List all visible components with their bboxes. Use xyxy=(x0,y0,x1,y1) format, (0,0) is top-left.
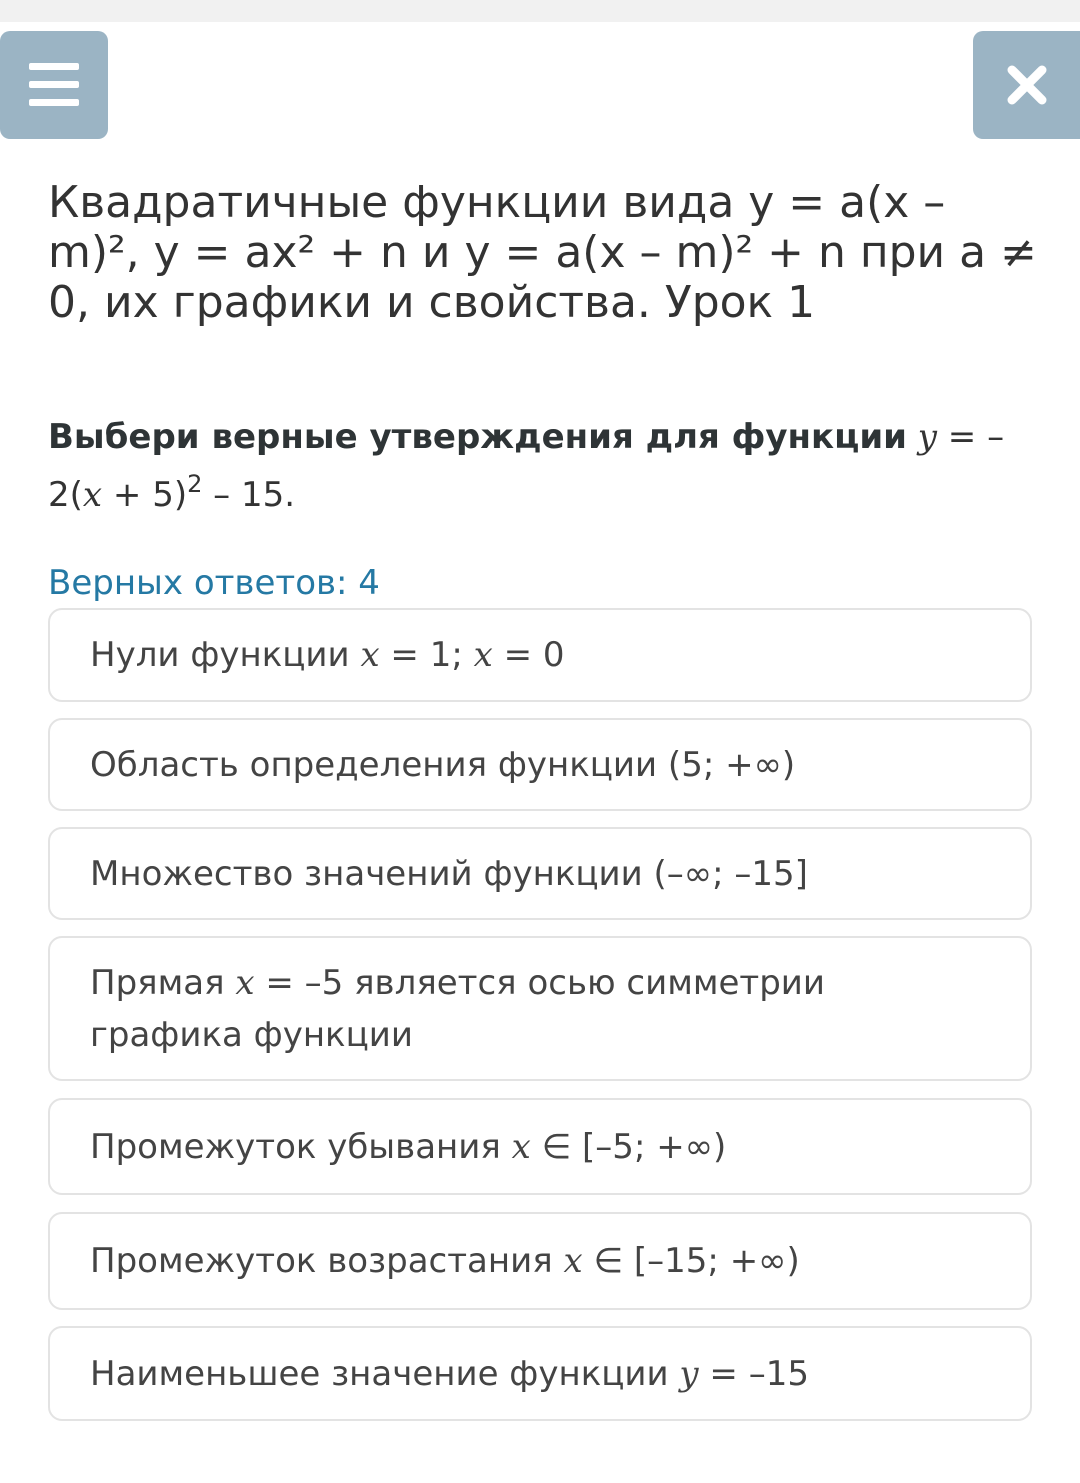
option-text: Нули функции xyxy=(90,635,361,675)
option-var: x xyxy=(511,1126,531,1167)
answer-option[interactable] xyxy=(48,608,1032,702)
question-lead: Выбери верные утверждения для функции xyxy=(48,417,907,457)
option-var: x xyxy=(473,635,493,675)
option-text: Промежуток возрастания xyxy=(90,1241,564,1281)
top-strip xyxy=(0,0,1080,22)
option-var: x xyxy=(360,635,380,675)
answer-option-text xyxy=(90,739,795,791)
option-text: Прямая xyxy=(90,962,236,1003)
answer-option[interactable] xyxy=(48,1326,1032,1421)
answer-option[interactable] xyxy=(48,827,1032,920)
option-var: y xyxy=(679,1353,699,1394)
option-text: Промежуток убывания xyxy=(90,1126,512,1167)
option-text: = 0 xyxy=(492,635,565,675)
correct-answers-count: Верных ответов: 4 xyxy=(48,563,380,603)
option-text: ∈ [–15; +∞) xyxy=(582,1241,800,1281)
option-var: x xyxy=(235,962,255,1003)
option-text: Область определения функции (5; +∞) xyxy=(90,744,796,785)
option-text: = –15 xyxy=(698,1353,809,1394)
option-var: x xyxy=(563,1241,583,1281)
option-text: = 1; xyxy=(379,635,474,675)
option-text: Множество значений функции (–∞; –15] xyxy=(90,853,808,894)
question-x-var: x xyxy=(82,475,103,515)
close-button[interactable] xyxy=(973,31,1080,139)
answer-option-text xyxy=(90,1348,809,1400)
question-eq-a: = –2( xyxy=(48,417,1005,515)
lesson-title: Квадратичные функции вида y = a(x – m)², y = ax² + n и y = a(x – m)² + n при a ≠ 0, их графики и свойства. Урок 1 xyxy=(48,177,1037,328)
answer-option-text xyxy=(90,957,890,1061)
answer-option-text xyxy=(90,1235,800,1287)
answer-option-text xyxy=(90,629,565,681)
answer-option-text xyxy=(90,848,808,900)
answer-option[interactable] xyxy=(48,936,1032,1081)
option-text: Наименьшее значение функции xyxy=(90,1353,680,1394)
question-eq-c: – 15. xyxy=(202,475,296,515)
option-text: = –5 является осью симметрии графика функции xyxy=(90,962,825,1055)
option-text: ∈ [–5; +∞) xyxy=(530,1126,727,1167)
question-exponent: 2 xyxy=(187,469,203,498)
answer-option[interactable] xyxy=(48,1212,1032,1310)
close-x-icon xyxy=(1007,65,1047,105)
question-eq-b: + 5) xyxy=(102,475,188,515)
answer-option[interactable] xyxy=(48,718,1032,811)
menu-button[interactable] xyxy=(0,31,108,139)
hamburger-menu-icon xyxy=(29,63,79,107)
answer-option[interactable] xyxy=(48,1098,1032,1195)
answer-option-text xyxy=(90,1121,726,1173)
question-y-var: y xyxy=(917,417,937,457)
question-text xyxy=(48,408,1038,524)
